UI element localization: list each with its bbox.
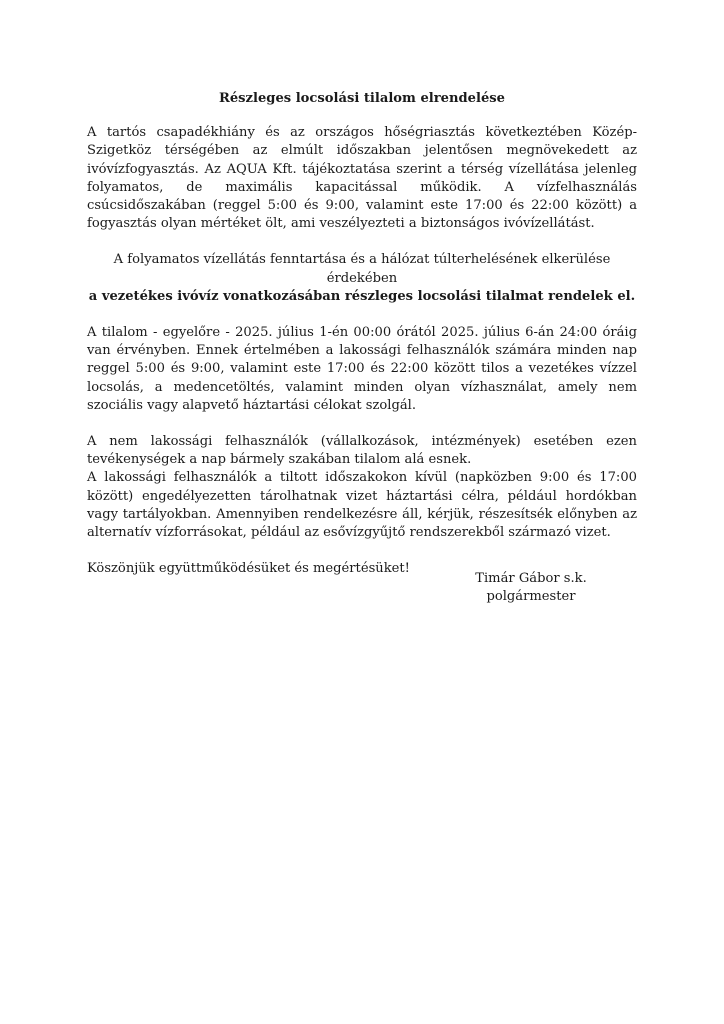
closing-thanks: Köszönjük együttműködésüket és megértésüket! [87,561,410,577]
paragraph-situation: A tartós csapadékhiány és az országos hőségriasztás következtében Közép-Szigetköz térségében az elmúlt időszakban jelentősen megnövekedett az ivóvízfogyasztás. Az AQUA Kft. tájékoztatása szerint a térség vízellátása jelenleg folyamatos, de maximális kapacitással működik. A vízfelhasználás csúcsidőszakában (reggel 5:00 és 9:00, valamint este 17:00 és 22:00 között) a fogyasztás olyan mértéket ölt, ami veszélyezteti a biztonságos ivóvízellátást. [87,125,637,232]
document-title: Részleges locsolási tilalom elrendelése [218,91,506,106]
paragraph-ban-details: A tilalom - egyelőre - 2025. július 1-én 00:00 órától 2025. július 6-án 24:00 óráig van érvényben. Ennek értelmében a lakossági felhasználók számára minden nap reggel 5:00 és 9:00, valamint este 17:00 és 22:00 között tilos a vezetékes vízzel locsolás, a medencetöltés, valamint minden olyan vízhasználat, amely nem szociális vagy alapvető háztartási célokat szolgál. [87,325,637,413]
decision-intro: A folyamatos vízellátás fenntartása és a hálózat túlterhelésének elkerülése érdekében [113,252,611,286]
signature-name: Timár Gábor s.k. [475,571,587,586]
decision-statement: a vezetékes ivóvíz vonatkozásában részleges locsolási tilalmat rendelek el. [88,288,636,304]
signature-title: polgármester [486,589,576,605]
paragraph-non-residential: A nem lakossági felhasználók (vállalkozások, intézmények) esetében ezen tevékenységek a nap bármely szakában tilalom alá esnek. [87,434,637,468]
paragraph-decision [87,251,637,306]
document-body [87,90,637,596]
paragraph-storage: A lakossági felhasználók a tiltott időszakokon kívül (napközben 9:00 és 17:00 között) engedélyezetten tárolhatnak vizet háztartási célra, például hordókban vagy tartályokban. Amennyiben rendelkezésre áll, kérjük, részesítsék előnyben az alternatív vízforrásokat, például az esővízgyűjtő rendszerekből származó vizet. [87,470,637,541]
signature-block [466,570,596,606]
